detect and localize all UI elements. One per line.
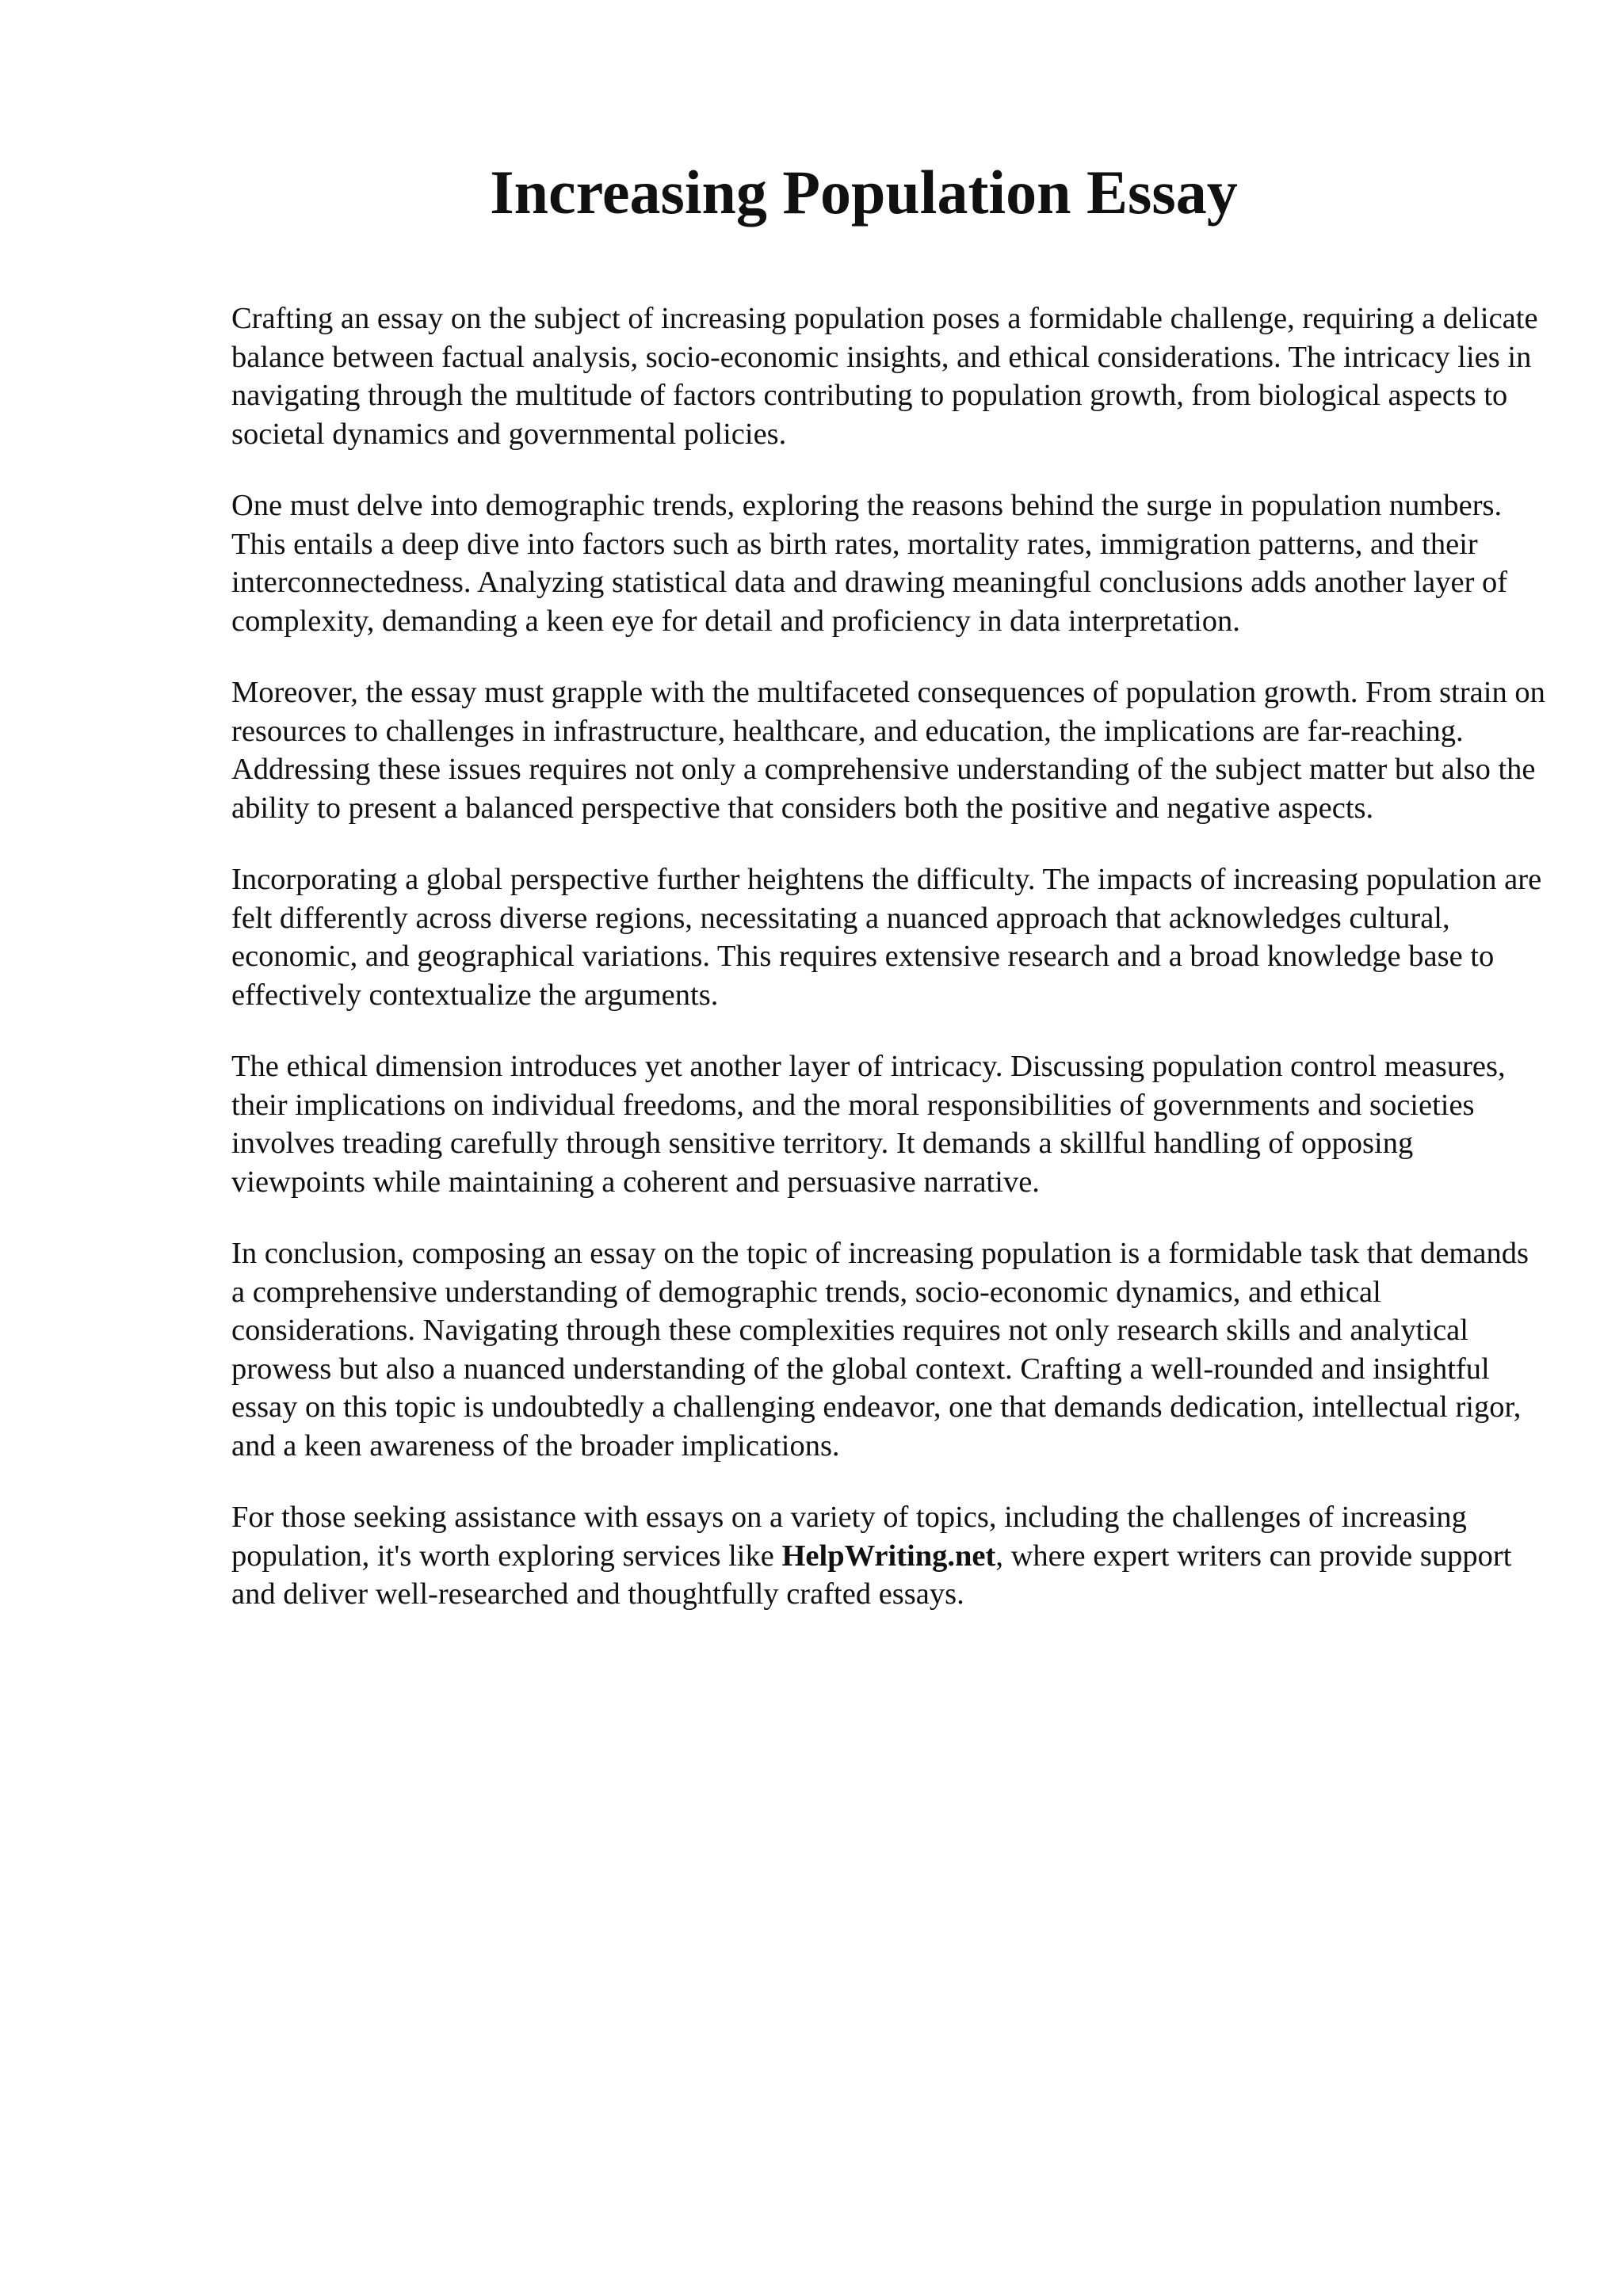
paragraph-6: In conclusion, composing an essay on the topic of increasing population is a formidable task that demands a comprehensive understanding of demographic trends, socio-economic dynamics, and ethical considerations. Navigating through these complexities requires not only research skills and analytical prowess but also a nuanced understanding of the global context. Crafting a well-rounded and insightful essay on this topic is undoubtedly a challenging endeavor, one that demands dedication, intellectual rigor, and a keen awareness of the broader implications. [231, 1237, 1529, 1463]
paragraph-2: One must delve into demographic trends, exploring the reasons behind the surge in population numbers. This entails a deep dive into factors such as birth rates, mortality rates, immigration patterns, and their interconnectedness. Analyzing statistical data and drawing meaningful conclusions adds another layer of complexity, demanding a keen eye for detail and proficiency in data interpretation. [231, 489, 1508, 638]
closing-text-after: , where expert writers can provide support and deliver well-researched and thoughtfully crafted essays. [231, 1539, 1512, 1611]
helpwriting-link[interactable]: HelpWriting.net [781, 1539, 996, 1573]
document-title: Increasing Population Essay [490, 158, 1238, 227]
closing-text-before: For those seeking assistance with essays on a variety of topics, including the challenges of increasing population, it's worth exploring services like [231, 1501, 1467, 1573]
paragraph-4: Incorporating a global perspective further heightens the difficulty. The impacts of increasing population are felt differently across diverse regions, necessitating a nuanced approach that acknowledges cultural, economic, and geographical variations. This requires extensive research and a broad knowledge base to effectively contextualize the arguments. [231, 863, 1542, 1012]
paragraph-5: The ethical dimension introduces yet another layer of intricacy. Discussing population control measures, their implications on individual freedoms, and the moral responsibilities of governments and societies involves treading carefully through sensitive territory. It demands a skillful handling of opposing viewpoints while maintaining a coherent and persuasive narrative. [231, 1050, 1506, 1199]
closing-paragraph [231, 1498, 1547, 1614]
paragraph-3: Moreover, the essay must grapple with the multifaceted consequences of population growth. From strain on resources to challenges in infrastructure, healthcare, and education, the implications are far-reaching. Addressing these issues requires not only a comprehensive understanding of the subject matter but also the ability to present a balanced perspective that considers both the positive and negative aspects. [231, 676, 1545, 825]
document-body [231, 299, 1547, 1647]
paragraph-1: Crafting an essay on the subject of increasing population poses a formidable challenge, requiring a delicate balance between factual analysis, socio-economic insights, and ethical considerations. The intricacy lies in navigating through the multitude of factors contributing to population growth, from biological aspects to societal dynamics and governmental policies. [231, 302, 1538, 451]
